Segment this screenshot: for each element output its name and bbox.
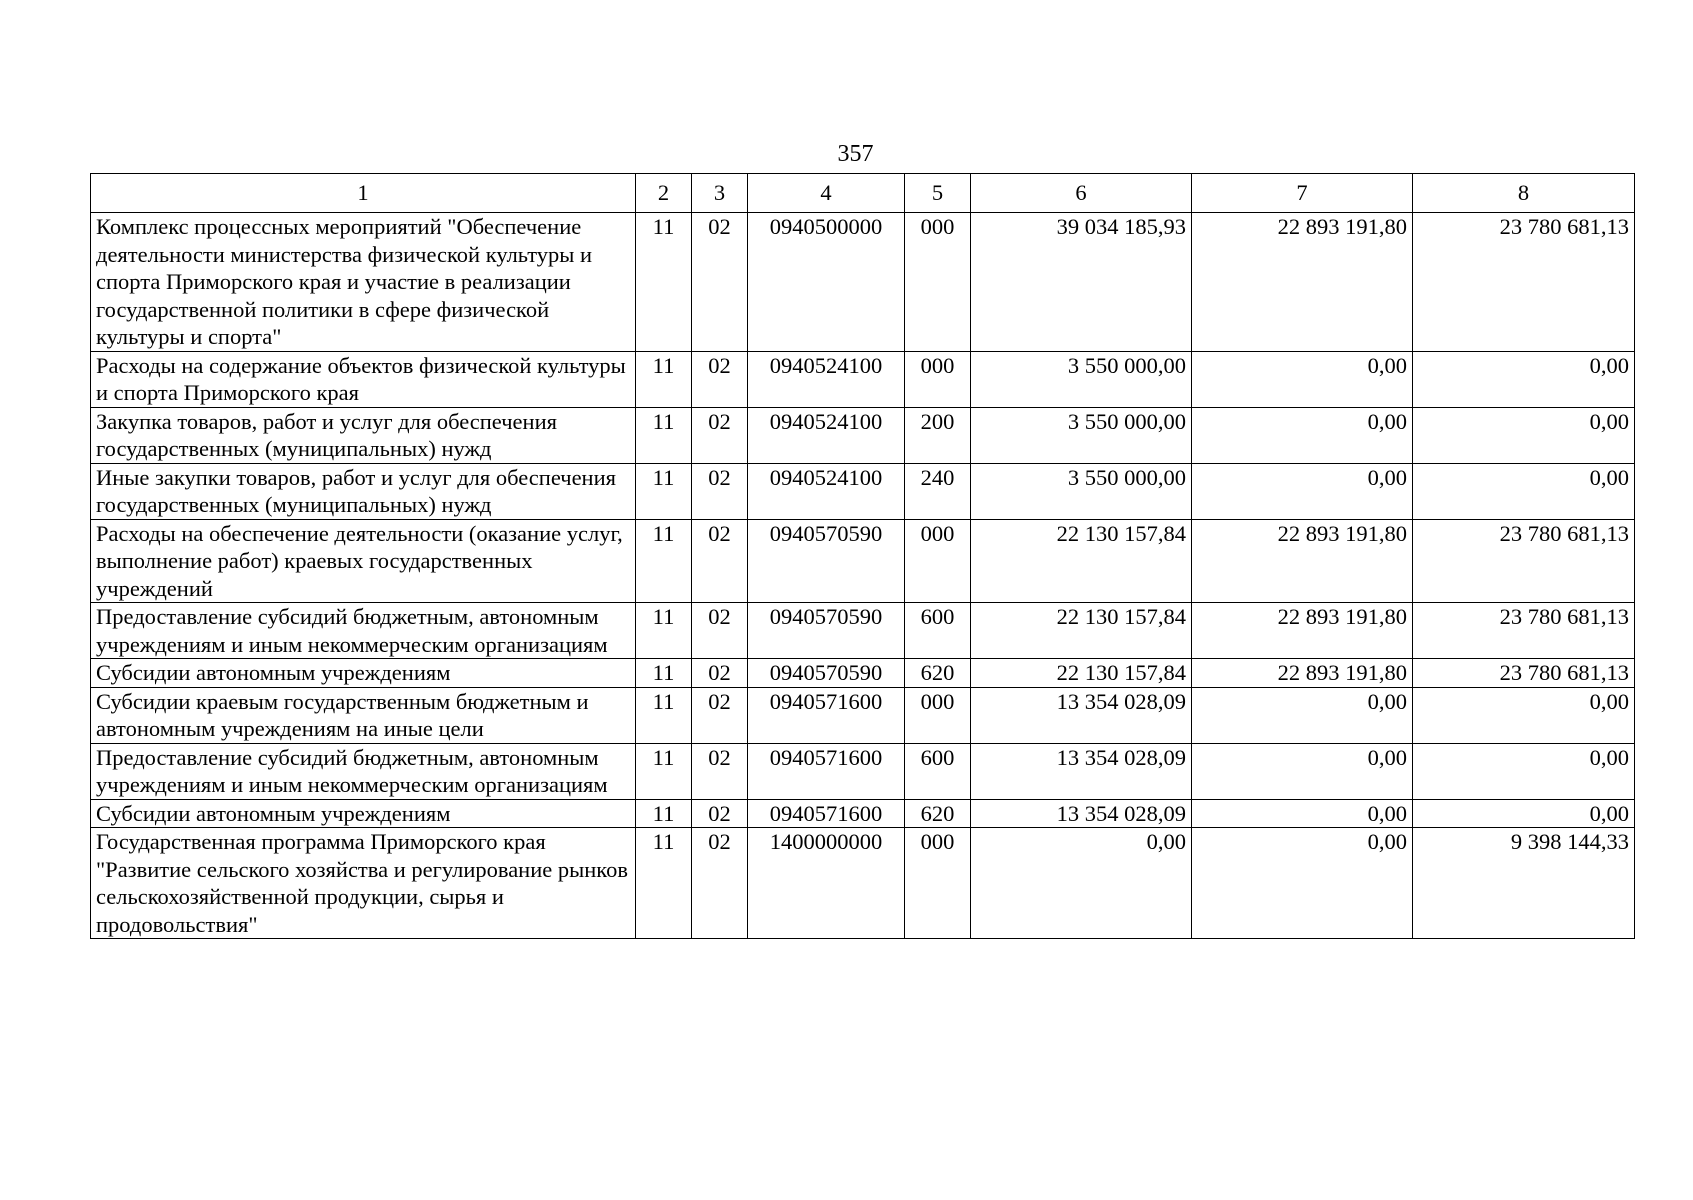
row-section: 11 [636, 828, 692, 939]
row-amount-6: 13 354 028,09 [971, 799, 1192, 828]
header-col-7: 7 [1192, 174, 1413, 213]
row-target-code: 0940570590 [748, 659, 905, 688]
row-section: 11 [636, 743, 692, 799]
row-name: Субсидии автономным учреждениям [91, 799, 636, 828]
row-name: Иные закупки товаров, работ и услуг для обеспечения государственных (муниципальных) нужд [91, 463, 636, 519]
row-amount-8: 0,00 [1413, 743, 1635, 799]
row-expense-type: 000 [905, 351, 971, 407]
row-amount-7: 22 893 191,80 [1192, 213, 1413, 352]
table-row [91, 743, 1635, 799]
row-target-code: 0940570590 [748, 603, 905, 659]
row-amount-8: 23 780 681,13 [1413, 519, 1635, 603]
row-amount-7: 22 893 191,80 [1192, 603, 1413, 659]
header-col-6: 6 [971, 174, 1192, 213]
row-name: Закупка товаров, работ и услуг для обеспечения государственных (муниципальных) нужд [91, 407, 636, 463]
row-amount-7: 0,00 [1192, 687, 1413, 743]
row-section: 11 [636, 659, 692, 688]
row-amount-6: 0,00 [971, 828, 1192, 939]
row-name: Субсидии краевым государственным бюджетным и автономным учреждениям на иные цели [91, 687, 636, 743]
row-expense-type: 620 [905, 799, 971, 828]
row-name: Предоставление субсидий бюджетным, автономным учреждениям и иным некоммерческим организациям [91, 743, 636, 799]
row-subsection: 02 [692, 519, 748, 603]
row-amount-7: 0,00 [1192, 351, 1413, 407]
row-amount-6: 22 130 157,84 [971, 659, 1192, 688]
row-section: 11 [636, 519, 692, 603]
row-section: 11 [636, 603, 692, 659]
row-amount-8: 0,00 [1413, 799, 1635, 828]
row-amount-6: 3 550 000,00 [971, 463, 1192, 519]
row-amount-8: 0,00 [1413, 351, 1635, 407]
row-amount-6: 3 550 000,00 [971, 407, 1192, 463]
row-expense-type: 000 [905, 213, 971, 352]
row-amount-8: 23 780 681,13 [1413, 603, 1635, 659]
row-section: 11 [636, 799, 692, 828]
row-amount-8: 23 780 681,13 [1413, 659, 1635, 688]
row-target-code: 1400000000 [748, 828, 905, 939]
table-row [91, 659, 1635, 688]
row-amount-6: 22 130 157,84 [971, 519, 1192, 603]
row-amount-7: 0,00 [1192, 799, 1413, 828]
row-amount-8: 0,00 [1413, 407, 1635, 463]
row-subsection: 02 [692, 603, 748, 659]
page-number: 357 [837, 141, 874, 167]
table-row [91, 213, 1635, 352]
row-amount-8: 9 398 144,33 [1413, 828, 1635, 939]
row-amount-8: 0,00 [1413, 463, 1635, 519]
row-target-code: 0940571600 [748, 687, 905, 743]
row-amount-7: 0,00 [1192, 743, 1413, 799]
row-amount-7: 0,00 [1192, 463, 1413, 519]
row-expense-type: 600 [905, 743, 971, 799]
row-section: 11 [636, 463, 692, 519]
row-target-code: 0940524100 [748, 351, 905, 407]
row-section: 11 [636, 687, 692, 743]
row-expense-type: 000 [905, 519, 971, 603]
table-row [91, 519, 1635, 603]
header-col-1: 1 [91, 174, 636, 213]
row-expense-type: 240 [905, 463, 971, 519]
row-subsection: 02 [692, 799, 748, 828]
row-subsection: 02 [692, 828, 748, 939]
row-name: Государственная программа Приморского края "Развитие сельского хозяйства и регулирование рынков сельскохозяйственной продукции, сырья и продовольствия" [91, 828, 636, 939]
header-col-5: 5 [905, 174, 971, 213]
row-amount-8: 23 780 681,13 [1413, 213, 1635, 352]
row-expense-type: 600 [905, 603, 971, 659]
row-subsection: 02 [692, 213, 748, 352]
header-col-3: 3 [692, 174, 748, 213]
row-amount-6: 13 354 028,09 [971, 743, 1192, 799]
row-target-code: 0940524100 [748, 463, 905, 519]
table-row [91, 828, 1635, 939]
row-expense-type: 620 [905, 659, 971, 688]
row-name: Расходы на обеспечение деятельности (оказание услуг, выполнение работ) краевых государственных учреждений [91, 519, 636, 603]
header-col-2: 2 [636, 174, 692, 213]
row-amount-8: 0,00 [1413, 687, 1635, 743]
row-subsection: 02 [692, 659, 748, 688]
row-subsection: 02 [692, 407, 748, 463]
row-subsection: 02 [692, 743, 748, 799]
row-subsection: 02 [692, 687, 748, 743]
row-section: 11 [636, 407, 692, 463]
row-expense-type: 000 [905, 828, 971, 939]
table-row [91, 799, 1635, 828]
row-name: Комплекс процессных мероприятий "Обеспечение деятельности министерства физической культуры и спорта Приморского края и участие в реализации государственной политики в сфере физической культуры и спорта" [91, 213, 636, 352]
row-amount-6: 39 034 185,93 [971, 213, 1192, 352]
row-target-code: 0940500000 [748, 213, 905, 352]
header-col-4: 4 [748, 174, 905, 213]
row-amount-6: 3 550 000,00 [971, 351, 1192, 407]
header-row [91, 174, 1635, 213]
table-row [91, 687, 1635, 743]
row-expense-type: 200 [905, 407, 971, 463]
row-target-code: 0940524100 [748, 407, 905, 463]
budget-table [90, 173, 1635, 939]
row-amount-7: 22 893 191,80 [1192, 659, 1413, 688]
table-row [91, 351, 1635, 407]
row-amount-7: 22 893 191,80 [1192, 519, 1413, 603]
row-expense-type: 000 [905, 687, 971, 743]
row-amount-6: 22 130 157,84 [971, 603, 1192, 659]
table-row [91, 603, 1635, 659]
row-amount-7: 0,00 [1192, 407, 1413, 463]
row-subsection: 02 [692, 463, 748, 519]
row-name: Предоставление субсидий бюджетным, автономным учреждениям и иным некоммерческим организациям [91, 603, 636, 659]
row-amount-7: 0,00 [1192, 828, 1413, 939]
row-amount-6: 13 354 028,09 [971, 687, 1192, 743]
row-target-code: 0940570590 [748, 519, 905, 603]
row-section: 11 [636, 213, 692, 352]
row-subsection: 02 [692, 351, 748, 407]
row-name: Субсидии автономным учреждениям [91, 659, 636, 688]
row-target-code: 0940571600 [748, 743, 905, 799]
row-name: Расходы на содержание объектов физической культуры и спорта Приморского края [91, 351, 636, 407]
row-section: 11 [636, 351, 692, 407]
table-row [91, 463, 1635, 519]
table-row [91, 407, 1635, 463]
row-target-code: 0940571600 [748, 799, 905, 828]
header-col-8: 8 [1413, 174, 1635, 213]
